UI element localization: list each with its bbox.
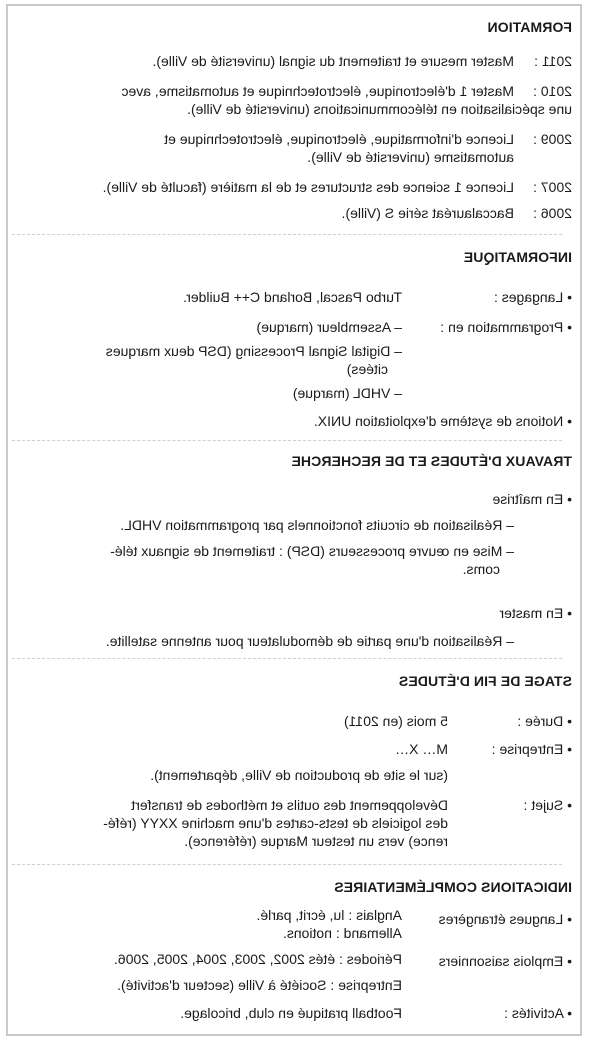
formation-entry: Baccalauréat série S (Ville). bbox=[341, 205, 514, 221]
activites-label: • Activités : bbox=[504, 1005, 572, 1021]
formation-entry-continued: une spécialisation en télécommunications (université de Ville). bbox=[187, 101, 572, 117]
programmation-item: – Assembleur (marque) bbox=[256, 319, 402, 335]
maitrise-label: • En maîtrise bbox=[492, 491, 572, 507]
langages-value: Turbo Pascal, Borland C++ Builder. bbox=[183, 289, 402, 305]
emplois-value: Entreprise : Société à Ville (secteur d'activité). bbox=[117, 977, 402, 993]
section-heading-informatique: INFORMATIQUE bbox=[463, 249, 572, 265]
langues-value: Anglais : lu, écrit, parlé. bbox=[256, 907, 402, 923]
section-heading-indications: INDICATIONS COMPLÉMENTAIRES bbox=[334, 879, 572, 895]
programmation-item-continued: citées) bbox=[346, 361, 388, 377]
section-divider bbox=[12, 440, 562, 441]
programmation-item: – VHDL (marque) bbox=[292, 385, 402, 401]
formation-year: 2009 : bbox=[533, 131, 572, 147]
duree-label: • Durée : bbox=[517, 713, 572, 729]
langages-label: • Langages : bbox=[493, 289, 572, 305]
formation-entry-continued: automatisme (université de Ville). bbox=[307, 149, 514, 165]
programmation-item: – Digital Signal Processing (DSP deux marques bbox=[105, 343, 402, 359]
section-heading-formation: FORMATION bbox=[487, 19, 572, 35]
formation-entry: Master 1 d'électronique, électrotechnique et automatisme, avec bbox=[121, 83, 514, 99]
formation-entry: Licence d'informatique, électronique, électrotechnique et bbox=[164, 131, 514, 147]
formation-entry: Master mesure et traitement du signal (université de Ville). bbox=[152, 53, 514, 69]
section-heading-travaux: TRAVAUX D'ÉTUDES ET DE RECHERCHE bbox=[291, 453, 572, 469]
formation-year: 2011 : bbox=[534, 53, 572, 69]
programmation-label: • Programmation en : bbox=[440, 319, 572, 335]
sujet-label: • Sujet : bbox=[523, 797, 572, 813]
cv-page-frame bbox=[6, 4, 582, 1036]
langues-value: Allemand : notions. bbox=[282, 925, 402, 941]
sujet-text: rence) vers un testeur Marque (référence). bbox=[184, 833, 448, 849]
duree-value: 5 mois (en 2011) bbox=[343, 713, 448, 729]
formation-year: 2006 : bbox=[533, 205, 572, 221]
sujet-text: Développement des outils et méthodes de transfert bbox=[131, 797, 448, 813]
langues-label: • Langues étrangères bbox=[438, 911, 572, 927]
formation-year: 2010 : bbox=[533, 83, 572, 99]
unix-notions: • Notions de système d'exploitation UNIX. bbox=[313, 413, 572, 429]
maitrise-item-continued: coms. bbox=[462, 561, 500, 577]
formation-year: 2007 : bbox=[533, 179, 572, 195]
entreprise-detail: (sur le site de production de Ville, département). bbox=[150, 767, 448, 783]
entreprise-value: M… X… bbox=[395, 741, 448, 757]
cv-document bbox=[8, 6, 580, 1034]
section-divider bbox=[12, 658, 562, 659]
maitrise-item: – Mise en œuvre processeurs (DSP) : traitement de signaux télé- bbox=[110, 543, 514, 559]
sujet-text: des logiciels de tests-cartes d'une machine XXYY (réfé- bbox=[103, 815, 448, 831]
activites-value: Football pratiqué en club, bricolage. bbox=[180, 1005, 402, 1021]
emplois-value: Périodes : étés 2002, 2003, 2004, 2005, 2006. bbox=[113, 951, 402, 967]
section-heading-stage: STAGE DE FIN D'ÉTUDES bbox=[398, 673, 572, 689]
section-divider bbox=[12, 234, 562, 235]
maitrise-item: – Réalisation de circuits fonctionnels par programmation VHDL. bbox=[120, 517, 514, 533]
entreprise-label: • Entreprise : bbox=[491, 741, 572, 757]
master-label: • En master bbox=[499, 605, 572, 621]
emplois-label: • Emplois saisonniers bbox=[438, 953, 572, 969]
formation-entry: Licence 1 science des structures et de la matière (faculté de Ville). bbox=[102, 179, 514, 195]
master-item: – Réalisation d'une partie de démodulateur pour antenne satellite. bbox=[105, 633, 514, 649]
section-divider bbox=[12, 864, 562, 865]
